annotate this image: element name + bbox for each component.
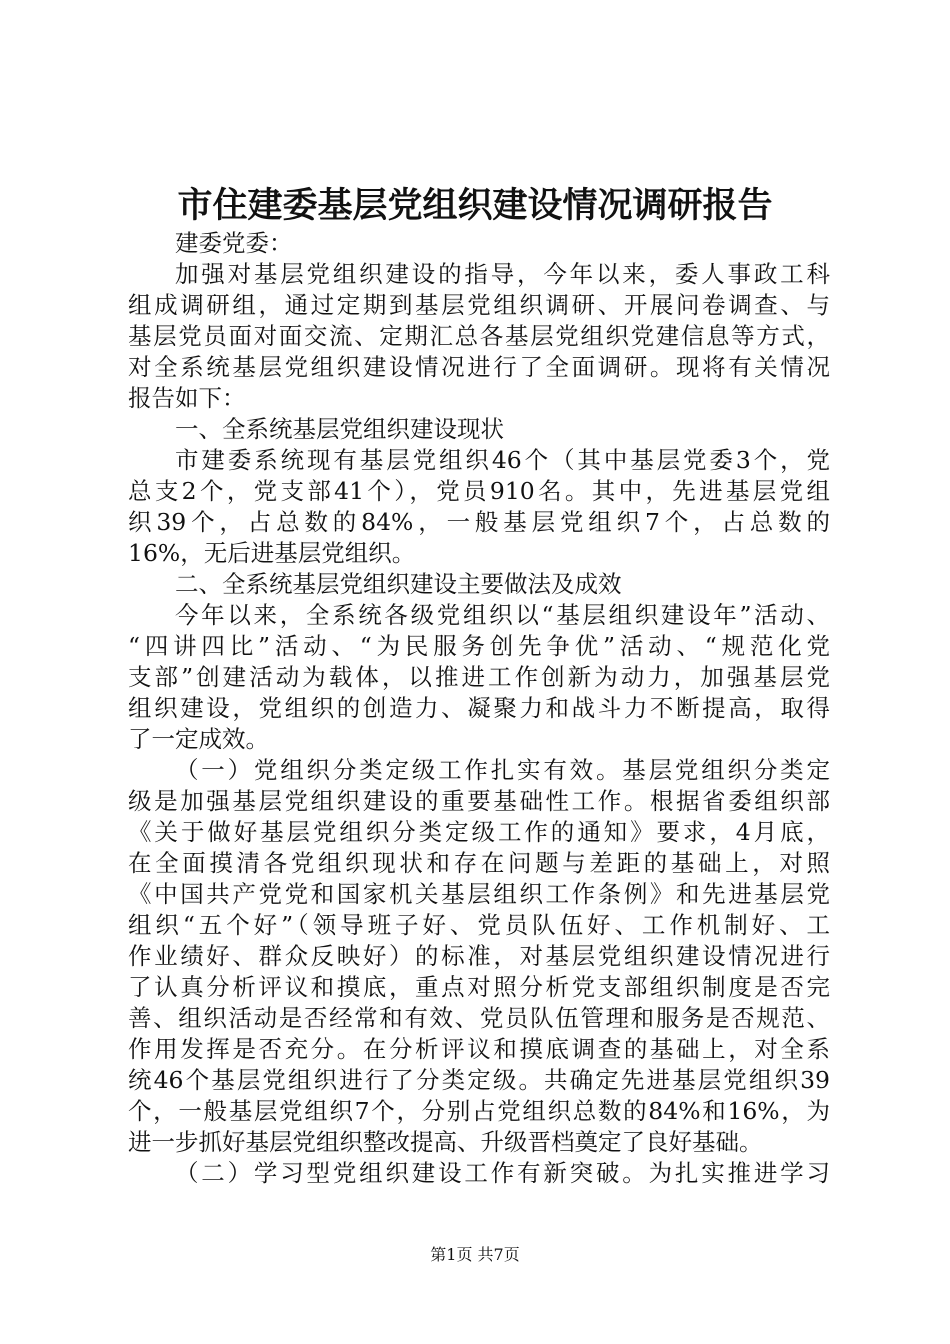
- paragraph-line: 善、组织活动是否经常和有效、党员队伍管理和服务是否规范、: [128, 1004, 830, 1032]
- paragraph-line: 今年以来，全系统各级党组织以“基层组织建设年”活动、: [175, 601, 830, 629]
- page-indicator: 第1页 共7页: [430, 1245, 520, 1264]
- document-title: 市住建委基层党组织建设情况调研报告: [177, 185, 773, 226]
- section-heading: 一、全系统基层党组织建设现状: [175, 415, 504, 443]
- paragraph-line: 进一步抓好基层党组织整改提高、升级晋档奠定了良好基础。: [128, 1128, 763, 1156]
- section-heading: 二、全系统基层党组织建设主要做法及成效: [175, 570, 622, 598]
- paragraph-line: 作用发挥是否充分。在分析评议和摸底调查的基础上，对全系: [128, 1035, 830, 1063]
- paragraph-line: 级是加强基层党组织建设的重要基础性工作。根据省委组织部: [128, 787, 830, 815]
- paragraph-line: 了认真分析评议和摸底，重点对照分析党支部组织制度是否完: [128, 973, 830, 1001]
- paragraph-line: 市建委系统现有基层党组织46个（其中基层党委3个，党: [175, 446, 830, 474]
- paragraph-line: （一）党组织分类定级工作扎实有效。基层党组织分类定: [175, 756, 830, 784]
- paragraph-line: 统46个基层党组织进行了分类定级。共确定先进基层党组织39: [128, 1066, 830, 1094]
- paragraph-line: 基层党员面对面交流、定期汇总各基层党组织党建信息等方式，: [128, 322, 830, 350]
- paragraph-line: 16%，无后进基层党组织。: [128, 539, 416, 567]
- paragraph-line: 总支2个，党支部41个），党员910名。其中，先进基层党组: [128, 477, 830, 505]
- paragraph-line: 组织“五个好”（领导班子好、党员队伍好、工作机制好、工: [128, 911, 830, 939]
- paragraph-line: 织39个，占总数的84%，一般基层党组织7个，占总数的: [128, 508, 830, 536]
- paragraph-line: 对全系统基层党组织建设情况进行了全面调研。现将有关情况: [128, 353, 830, 381]
- paragraph-line: 组成调研组，通过定期到基层党组织调研、开展问卷调查、与: [128, 291, 830, 319]
- paragraph-line: 了一定成效。: [128, 725, 269, 753]
- paragraph-line: 作业绩好、群众反映好）的标准，对基层党组织建设情况进行: [128, 942, 830, 970]
- salutation-line: 建委党委：: [175, 229, 293, 257]
- document-body: [128, 228, 830, 1189]
- paragraph-line: 在全面摸清各党组织现状和存在问题与差距的基础上，对照: [128, 849, 830, 877]
- paragraph-line: 《中国共产党党和国家机关基层组织工作条例》和先进基层党: [128, 880, 830, 908]
- paragraph-line: 个，一般基层党组织7个，分别占党组织总数的84%和16%，为: [128, 1097, 830, 1125]
- paragraph-line: （二）学习型党组织建设工作有新突破。为扎实推进学习: [175, 1159, 830, 1187]
- paragraph-line: 组织建设，党组织的创造力、凝聚力和战斗力不断提高，取得: [128, 694, 830, 722]
- paragraph-line: 报告如下：: [128, 384, 246, 412]
- paragraph-line: 《关于做好基层党组织分类定级工作的通知》要求，4月底，: [128, 818, 830, 846]
- paragraph-line: “四讲四比”活动、“为民服务创先争优”活动、“规范化党: [128, 632, 830, 660]
- paragraph-line: 支部”创建活动为载体，以推进工作创新为动力，加强基层党: [128, 663, 830, 691]
- paragraph-line: 加强对基层党组织建设的指导，今年以来，委人事政工科: [175, 260, 830, 288]
